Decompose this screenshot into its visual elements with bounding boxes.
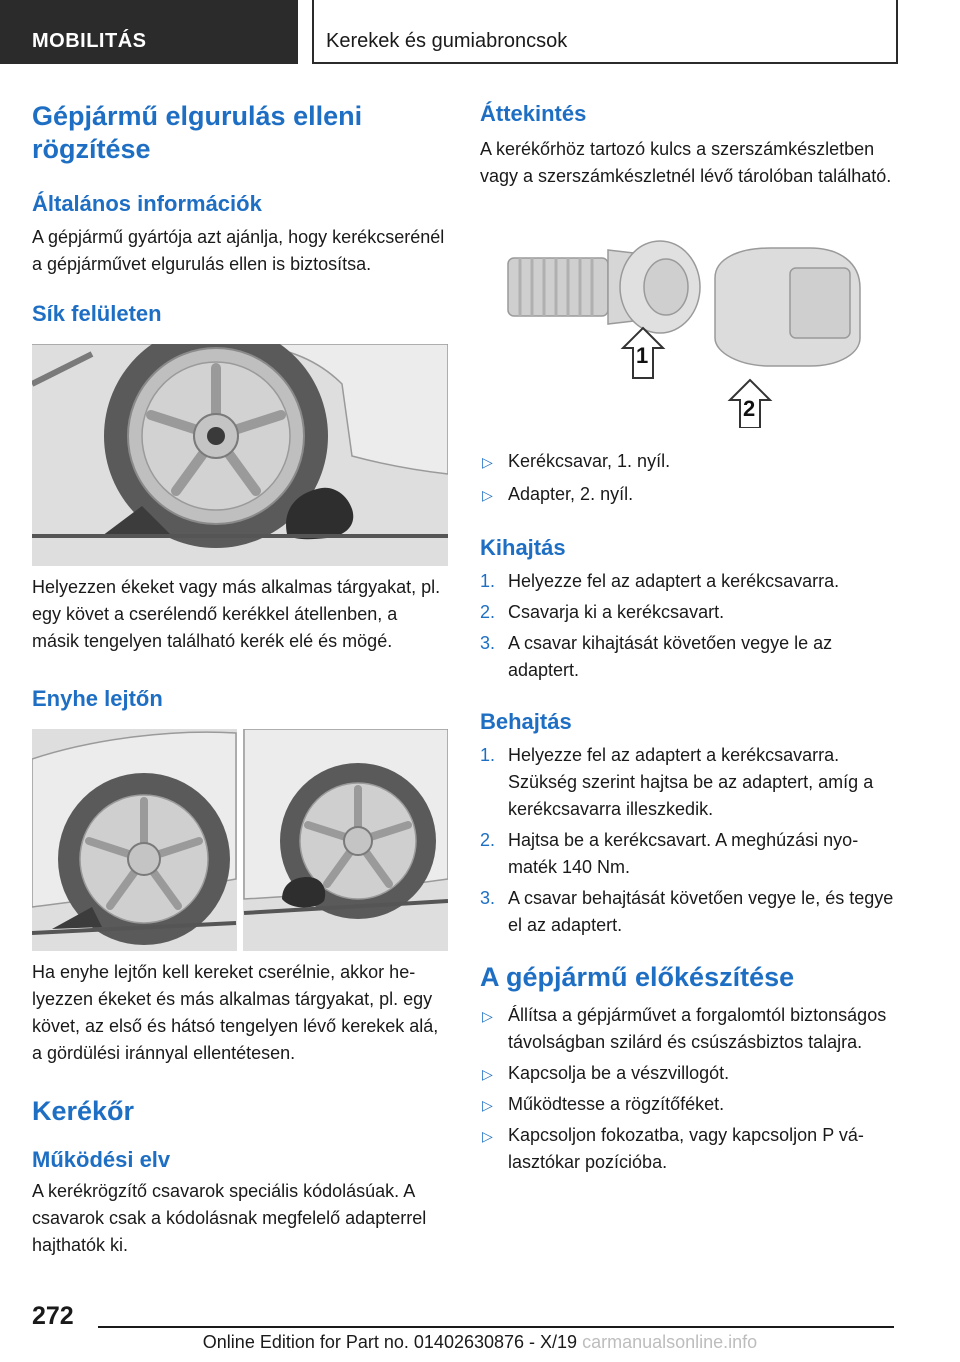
left-column — [32, 100, 448, 1259]
bullet-icon: ▷ — [482, 1066, 493, 1082]
wheel-chock-slope-illustration — [32, 729, 448, 951]
section-title-rolling: Gépjármű elgurulás elleni rögzítése — [32, 101, 363, 164]
section-title-vehicle-prep: A gépjármű előkészítése — [480, 962, 795, 992]
section-label: MOBILITÁS — [32, 30, 147, 52]
page-header — [0, 0, 960, 68]
heading-overview: Áttekintés — [480, 101, 587, 126]
figure-label-1: 1 — [636, 343, 649, 368]
bullet-icon: ▷ — [482, 454, 493, 470]
page-number: 272 — [32, 1302, 74, 1330]
section-tab — [0, 0, 298, 64]
list-item: 1. Helyezze fel az adaptert a kerékcsavarra. — [480, 571, 840, 591]
chapter-label: Kerekek és gumiabroncsok — [326, 30, 568, 52]
section-title-wheel-lock: Kerékőr — [32, 1096, 135, 1126]
lock-bolt-adapter-illustration — [480, 228, 896, 428]
list-item: ▷ Kapcsoljon fokozatba, vagy kapcsoljon P választókar pozícióba. — [482, 1125, 864, 1172]
heading-screw-in: Behajtás — [480, 709, 572, 734]
figure-label-2: 2 — [743, 396, 756, 421]
vehicle-prep-list — [480, 1002, 896, 1176]
watermark-text: carmanualsonline.info — [582, 1332, 758, 1352]
bullet-icon: ▷ — [482, 487, 493, 503]
list-item: ▷ Működtesse a rögzítőféket. — [480, 1091, 896, 1118]
right-column — [480, 100, 896, 1176]
screw-in-steps — [480, 742, 896, 939]
unscrew-steps — [480, 568, 896, 684]
list-item: 1. Helyezze fel az adaptert a kerékcsavarra. Szükség szerint hajtsa be az adaptert, amíg a kerékcsavarra illeszkedik. — [480, 745, 874, 819]
list-item: 2. Csavarja ki a kerékcsavart. — [480, 602, 725, 622]
heading-operating-principle: Működési elv — [32, 1147, 171, 1172]
figure-bolt-adapter — [480, 228, 896, 428]
heading-unscrew: Kihajtás — [480, 535, 566, 560]
overview-text: A kerékőrhöz tartozó kulcs a szerszámkészletben vagy a szerszámkészletnél lévő tárolóban található. — [480, 139, 892, 186]
bullet-icon: ▷ — [482, 1008, 493, 1024]
heading-slight-slope: Enyhe lejtőn — [32, 686, 163, 711]
list-item: 2. Hajtsa be a kerékcsavart. A meghúzási nyomaték 140 Nm. — [480, 830, 859, 877]
footer-edition-line — [0, 1332, 960, 1353]
slight-slope-text: Ha enyhe lejtőn kell kereket cserélnie, akkor helyezzen ékeket és más alkalmas tárgyakat, pl. egy követ, az első és hátsó tengelyen lévő kerekek alá, a gördülési iránnyal ellentétesen. — [32, 962, 439, 1063]
heading-general-info: Általános információk — [32, 191, 262, 216]
operating-principle-text: A kerékrögzítő csavarok speciális kódolásúak. A csavarok csak a kódolásnak megfelelő adapterrel hajthatók ki. — [32, 1181, 427, 1255]
bullet-icon: ▷ — [482, 1128, 493, 1144]
overview-list — [480, 448, 896, 508]
list-item: ▷ Állítsa a gépjárművet a forgalomtól biztonságos távolságban szilárd és csúszásbiztos talajra. — [482, 1005, 887, 1052]
general-info-text: A gépjármű gyártója azt ajánlja, hogy kerékcserénél a gépjárművet elgurulás ellen is biztosítsa. — [32, 227, 445, 274]
list-item: ▷ Kapcsolja be a vészvillogót. — [480, 1060, 896, 1087]
list-item: 3. A csavar kihajtását követően vegye le az adaptert. — [480, 633, 833, 680]
footer-divider — [98, 1326, 894, 1328]
chapter-tab — [312, 0, 898, 64]
figure-flat-surface — [32, 344, 448, 566]
flat-surface-text: Helyezzen ékeket vagy más alkalmas tárgyakat, pl. egy követ a cserélendő kerékkel átellenben, a másik tengelyen található kerék elé és mögé. — [32, 577, 441, 651]
list-item: ▷ Kerékcsavar, 1. nyíl. — [480, 448, 896, 475]
wheel-chock-flat-illustration — [32, 344, 448, 566]
figure-slight-slope — [32, 729, 448, 951]
list-item: ▷ Adapter, 2. nyíl. — [480, 481, 896, 508]
heading-flat-surface: Sík felületen — [32, 301, 162, 326]
list-item: 3. A csavar behajtását követően vegye le, és tegye el az adaptert. — [480, 888, 894, 935]
bullet-icon: ▷ — [482, 1097, 493, 1113]
edition-text: Online Edition for Part no. 01402630876 - X/19 — [202, 1332, 578, 1352]
